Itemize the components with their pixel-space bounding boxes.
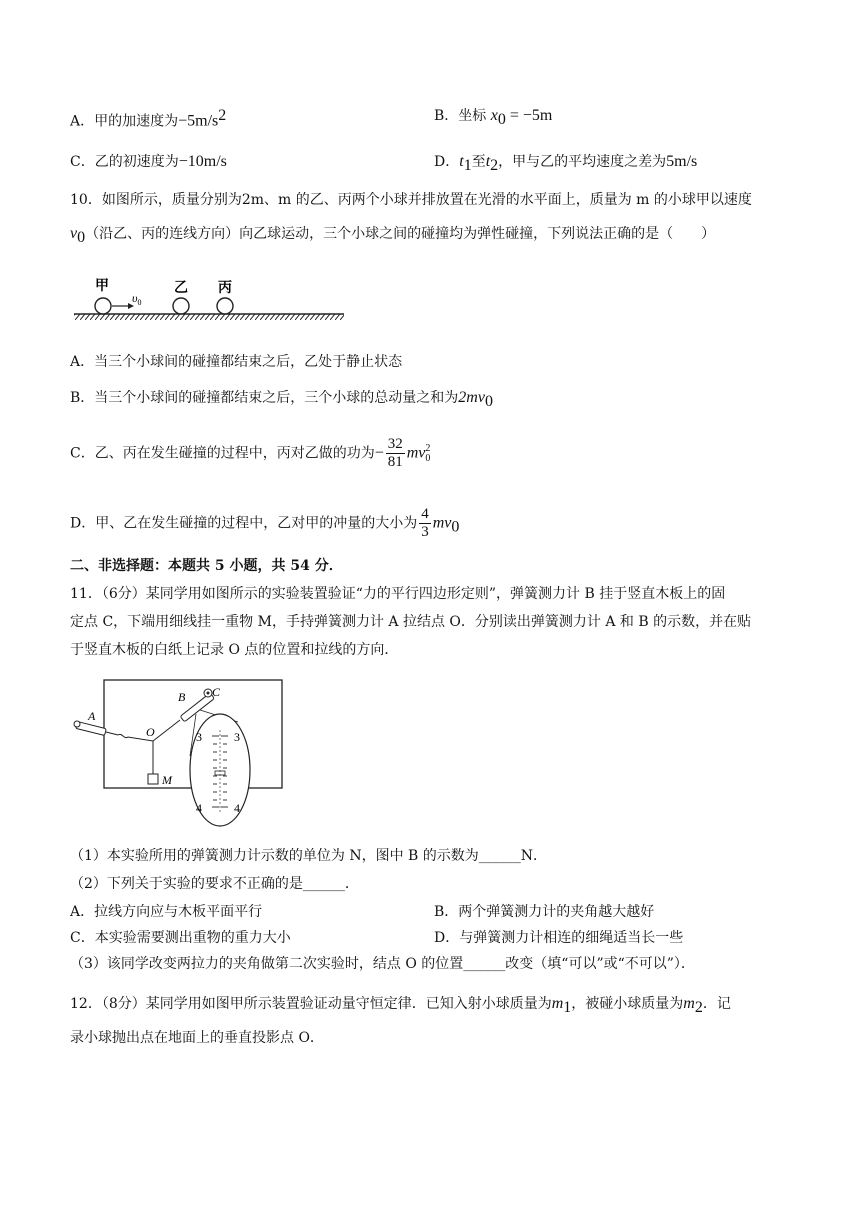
- q10-option-c-den: 81: [387, 454, 403, 470]
- ball-jia: [95, 298, 111, 314]
- q11-option-c: C．本实验需要测出重物的重力大小: [70, 930, 291, 946]
- q10-option-b-sub: 0: [484, 392, 493, 410]
- q10-option-d-den: 3: [421, 524, 429, 540]
- q9-option-a-value: −5m/s: [178, 112, 219, 130]
- label-o: O: [146, 725, 155, 739]
- q9-option-d: [434, 152, 697, 176]
- q12-m1: m: [551, 995, 564, 1012]
- q11-option-d: D．与弹簧测力计相连的细绳适当长一些: [434, 930, 684, 946]
- q11-option-b: B．两个弹簧测力计的夹角越大越好: [434, 904, 655, 920]
- label-bing: 丙: [218, 281, 232, 296]
- q12-m2-sub: 2: [694, 998, 703, 1016]
- label-jia: 甲: [95, 279, 109, 294]
- label-c: C: [212, 685, 221, 699]
- weight-m: [148, 774, 158, 784]
- ball-bing: [217, 298, 233, 314]
- q10-figure: [70, 272, 350, 328]
- q10-option-d-text: D．甲、乙在发生碰撞的过程中，乙对甲的冲量的大小为: [70, 515, 418, 532]
- q11-sub1: （1）本实验所用的弹簧测力计示数的单位为 N，图中 B 的示数为______N．: [70, 848, 548, 864]
- q9-option-d-t1-sub: 1: [463, 156, 472, 174]
- q11-stem-line2: 定点 C，下端用细线挂一重物 M，手持弹簧测力计 A 拉结点 O．分别读出弹簧测力计 A 和 B 的示数，并在贴: [70, 614, 752, 630]
- q10-stem-line2-text: （沿乙、丙的连线方向）向乙球运动，三个小球之间的碰撞均为弹性碰撞，下列说法正确的是（ ）: [85, 226, 716, 242]
- scale-label-top-left: 3: [196, 730, 202, 744]
- q9-option-d-prefix: D．: [434, 154, 460, 170]
- q12-stem-line1: [70, 994, 731, 1018]
- q9-option-c-value: −10m/s: [178, 153, 227, 170]
- q11-stem-line1: 11．（6分）某同学用如图所示的实验装置验证“力的平行四边形定则”，弹簧测力计 B 挂于竖直木板上的固: [70, 586, 726, 602]
- q10-option-c-text: C．乙、丙在发生碰撞的过程中，丙对乙做的功为: [70, 445, 375, 462]
- section-heading: 二、非选择题：本题共 5 小题，共 54 分．: [70, 558, 343, 574]
- q10-option-d-fraction: [419, 506, 431, 541]
- q9-option-b-text: B．坐标: [434, 108, 487, 124]
- q9-option-d-t2: t: [485, 153, 491, 170]
- ball-yi: [173, 298, 189, 314]
- q10-v0-sub: 0: [77, 228, 86, 246]
- q10-option-a: A．当三个小球间的碰撞都结束之后，乙处于静止状态: [70, 354, 403, 370]
- q12-stem-mid: ，被碰小球质量为: [571, 996, 684, 1012]
- q10-option-c-sup: 2: [425, 442, 431, 454]
- q9-option-a: [70, 106, 226, 132]
- scale-label-bottom-right: 4: [234, 801, 240, 815]
- q11-option-a: A．拉线方向应与木板平面平行: [70, 904, 263, 920]
- q11-figure: [70, 670, 290, 832]
- q9-option-b-var: x: [490, 107, 498, 124]
- q10-stem-line2: [70, 224, 715, 248]
- q9-option-d-t1: t: [459, 153, 464, 170]
- label-a: A: [88, 709, 96, 723]
- q9-option-c: [70, 152, 227, 172]
- q9-option-b-value: = −5m: [505, 107, 553, 124]
- label-yi: 乙: [174, 281, 188, 296]
- label-b: B: [178, 690, 186, 704]
- q10-option-c-num: 32: [387, 436, 403, 452]
- q12-stem-end: ．记: [702, 996, 731, 1012]
- q11-stem-line3: 于竖直木板的白纸上记录 O 点的位置和拉线的方向．: [70, 642, 399, 658]
- q12-m2: m: [683, 995, 695, 1012]
- q10-option-c: [70, 436, 430, 471]
- q10-option-b-math: 2mv: [458, 389, 485, 406]
- q12-stem-line2: 录小球抛出点在地面上的垂直投影点 O．: [70, 1030, 324, 1046]
- scale-label-top-right: 3: [234, 730, 240, 744]
- q12-stem-text: 12．（8分）某同学用如图甲所示装置验证动量守恒定律．已知入射小球质量为: [70, 996, 552, 1012]
- q10-option-b: [70, 388, 493, 412]
- q9-option-a-text: A．甲的加速度为: [70, 113, 179, 130]
- q11-sub3: （3）该同学改变两拉力的夹角做第二次实验时，结点 O 的位置______改变（填“可以”或“不可以”）．: [70, 956, 695, 972]
- label-m: M: [162, 773, 172, 787]
- q10-v0-var: v: [70, 225, 78, 242]
- q10-option-c-sub: 0: [425, 452, 431, 464]
- q12-m1-sub: 1: [563, 998, 572, 1016]
- q10-option-c-math: mv: [406, 444, 426, 462]
- q10-option-d-math: mv: [432, 514, 452, 532]
- q10-option-d-num: 4: [421, 506, 429, 522]
- q9-option-c-text: C．乙的初速度为: [70, 154, 179, 170]
- q9-option-b-sub: 0: [497, 110, 506, 128]
- q9-option-d-t2-sub: 2: [490, 156, 499, 174]
- q10-option-c-fraction: [386, 436, 405, 471]
- q10-option-d-sub: 0: [451, 518, 460, 536]
- q10-option-c-sign: −: [374, 444, 384, 462]
- q9-option-d-mid: 至: [471, 154, 486, 170]
- q10-stem-line1: 10．如图所示，质量分别为2m、m 的乙、丙两个小球并排放置在光滑的水平面上，质量为 m 的小球甲以速度: [70, 192, 752, 208]
- q10-option-b-text: B．当三个小球间的碰撞都结束之后，三个小球的总动量之和为: [70, 390, 459, 406]
- q9-option-a-sup: 2: [218, 107, 227, 124]
- ground-hatch: [74, 314, 344, 320]
- q9-option-d-value: 5m/s: [666, 153, 698, 170]
- scale-label-bottom-left: 4: [196, 801, 202, 815]
- q11-sub2: （2）下列关于实验的要求不正确的是______．: [70, 876, 359, 892]
- q9-option-b: [434, 106, 552, 130]
- q9-option-d-rest: ，甲与乙的平均速度之差为: [498, 154, 667, 170]
- q10-option-c-supsub: [425, 444, 430, 464]
- q10-option-d: [70, 506, 459, 541]
- label-v0: $\upsilon_0$: [132, 291, 142, 307]
